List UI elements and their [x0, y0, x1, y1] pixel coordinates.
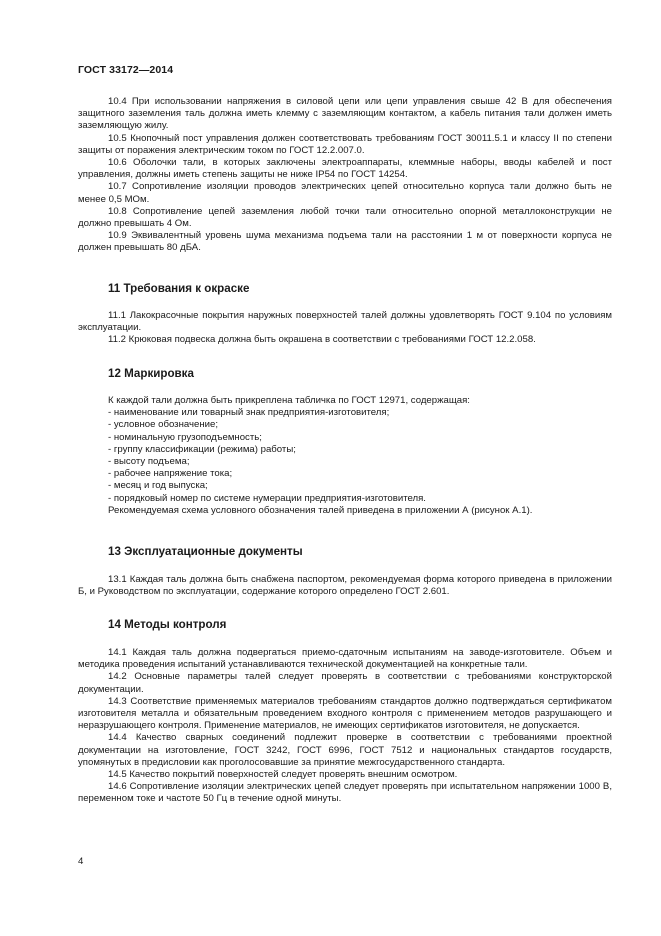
paragraph-10-6: 10.6 Оболочки тали, в которых заключены электроаппараты, клеммные наборы, вводы кабелей и пост управления, должны иметь степень защиты не ниже IP54 по ГОСТ 14254.: [78, 157, 612, 181]
list-item: - высоту подъема;: [108, 456, 190, 468]
paragraph-11-1: 11.1 Лакокрасочные покрытия наружных поверхностей талей должны удовлетворять ГОСТ 9.104 по условиям эксплуатации.: [78, 310, 612, 334]
paragraph-14-4: 14.4 Качество сварных соединений подлежит проверке в соответствии с требованиями проектной документации на изготовление, ГОСТ 3242, ГОСТ 6996, ГОСТ 7512 и национальных стандартов государств, упомянутых в предисловии как проголосовавшие за принятие межгосударственного стандарта.: [78, 732, 612, 768]
paragraph-10-7: 10.7 Сопротивление изоляции проводов электрических цепей относительно корпуса тали должно быть не менее 0,5 МОм.: [78, 181, 612, 205]
list-item: - порядковый номер по системе нумерации предприятия-изготовителя.: [108, 492, 426, 504]
list-item: - рабочее напряжение тока;: [108, 468, 233, 480]
list-item: - номинальную грузоподъемность;: [108, 431, 262, 443]
list-item: - группу классификации (режима) работы;: [108, 443, 296, 455]
paragraph-14-5: 14.5 Качество покрытий поверхностей следует проверять внешним осмотром.: [108, 769, 458, 781]
page-header: ГОСТ 33172—2014: [78, 64, 174, 76]
paragraph-12-tail: Рекомендуемая схема условного обозначения талей приведена в приложении А (рисунок А.1).: [108, 504, 533, 516]
paragraph-14-1: 14.1 Каждая таль должна подвергаться приемо-сдаточным испытаниям на заводе-изготовителе. Объем и методика проведения испытаний устанавливаются технической документацией на конкретные тали.: [78, 647, 612, 671]
heading-section-13: 13 Эксплуатационные документы: [108, 545, 303, 558]
list-item: - месяц и год выпуска;: [108, 480, 208, 492]
paragraph-12-intro: К каждой тали должна быть прикреплена табличка по ГОСТ 12971, содержащая:: [108, 395, 470, 406]
paragraph-14-3: 14.3 Соответствие применяемых материалов требованиям стандартов должно подтверждаться сертификатом изготовителя металла и обязательным проведением входного контроля с применением методов разрушающего и неразрушающего контроля. Применение материалов, не имеющих сертификатов изготовителя, не допускается.: [78, 695, 612, 732]
heading-section-12: 12 Маркировка: [108, 367, 194, 380]
heading-section-11: 11 Требования к окраске: [108, 282, 250, 295]
page-number: 4: [78, 856, 84, 867]
paragraph-13-1: 13.1 Каждая таль должна быть снабжена паспортом, рекомендуемая форма которого приведена в приложении Б, и Руководством по эксплуатации, содержание которого определено ГОСТ 2.601.: [78, 574, 612, 598]
section-13-body: [78, 574, 612, 598]
paragraph-10-9: 10.9 Эквивалентный уровень шума механизма подъема тали на расстоянии 1 м от поверхности корпуса не должен превышать 80 дБА.: [78, 230, 612, 254]
section-10-body: [78, 96, 612, 255]
heading-section-14: 14 Методы контроля: [108, 618, 227, 631]
list-item: - наименование или товарный знак предприятия-изготовителя;: [108, 407, 390, 419]
paragraph-14-6: 14.6 Сопротивление изоляции электрических цепей следует проверять при испытательном напряжении 1000 В, переменном токе и частоте 50 Гц в течение одной минуты.: [78, 781, 612, 805]
section-12-body: [78, 395, 612, 517]
paragraph-14-2: 14.2 Основные параметры талей следует проверять в соответствии с требованиями конструкторской документации.: [78, 671, 612, 695]
list-item: - условное обозначение;: [108, 419, 218, 431]
section-11-body: [78, 310, 612, 347]
paragraph-10-8: 10.8 Сопротивление цепей заземления любой точки тали относительно опорной металлоконструкции не должно превышать 4 Ом.: [78, 205, 612, 230]
paragraph-10-4: 10.4 При использовании напряжения в силовой цепи или цепи управления свыше 42 В для обеспечения защитного заземления таль должна иметь клемму с заземляющим контактом, а кабель питания тали должен иметь заземляющую жилу.: [78, 96, 612, 132]
paragraph-11-2: 11.2 Крюковая подвеска должна быть окрашена в соответствии с требованиями ГОСТ 12.2.058.: [108, 334, 536, 346]
paragraph-10-5: 10.5 Кнопочный пост управления должен соответствовать требованиям ГОСТ 30011.5.1 и классу II по степени защиты от поражения электрическим током по ГОСТ 12.2.007.0.: [78, 132, 612, 156]
section-14-body: [78, 647, 612, 806]
